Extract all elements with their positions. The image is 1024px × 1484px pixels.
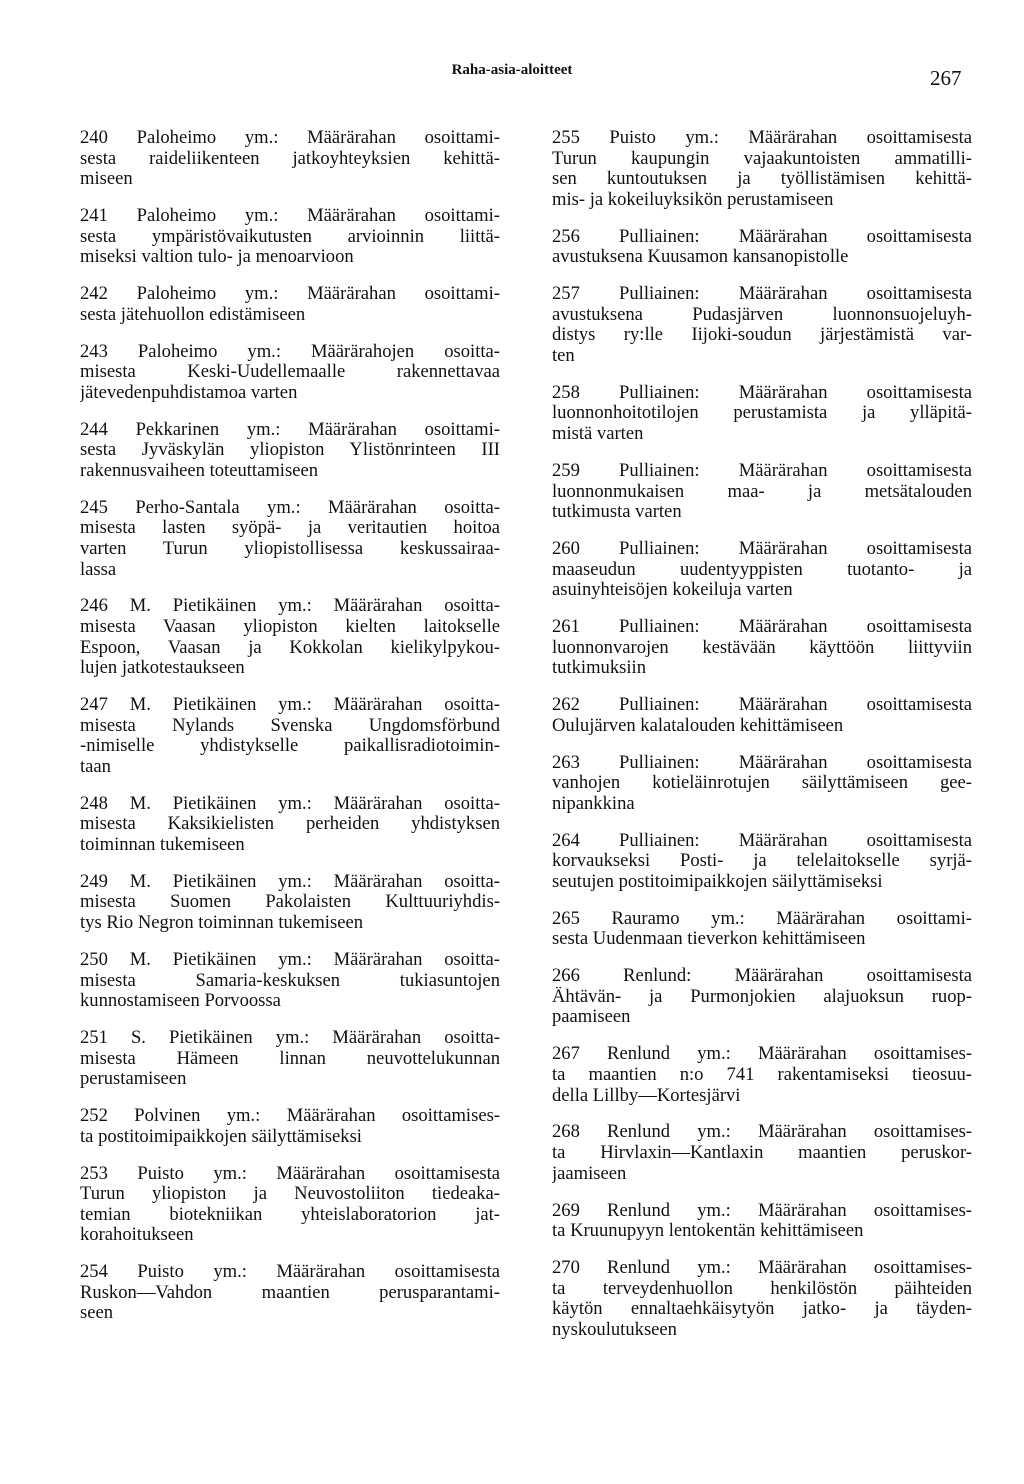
motion-entry	[552, 1122, 972, 1184]
motion-text-line: sesta Uudenmaan tieverkon kehittämiseen	[552, 929, 866, 950]
motion-heading-line: 267 Renlund ym.: Määrärahan osoittamises-	[552, 1044, 972, 1065]
motion-text-line: varten Turun yliopistollisessa keskussairaa-	[80, 538, 500, 559]
motion-entry	[80, 872, 500, 934]
motion-text-line: mis- ja kokeiluyksikön perustamiseen	[552, 189, 834, 210]
motion-entry	[552, 753, 972, 815]
motion-text-line: korahoitukseen	[80, 1225, 194, 1246]
motion-text-line: miseen	[80, 169, 133, 190]
motion-entry	[80, 1262, 500, 1324]
left-column	[80, 128, 500, 1340]
page-number: 267	[930, 66, 962, 90]
motion-text-line: lujen jatkotestaukseen	[80, 658, 245, 679]
motion-entry	[80, 206, 500, 268]
motion-text-line: ta postitoimipaikkojen säilyttämiseksi	[80, 1126, 362, 1147]
motion-text-line: luonnonmukaisen maa- ja metsätalouden	[552, 481, 972, 502]
motion-entry	[80, 1164, 500, 1246]
motion-text-line: misesta Kaksikielisten perheiden yhdistyksen	[80, 814, 500, 835]
motion-text-line: nipankkina	[552, 793, 635, 814]
motion-text-line: Ruskon—Vahdon maantien perusparantami-	[80, 1282, 500, 1303]
motion-heading-line: 263 Pulliainen: Määrärahan osoittamisesta	[552, 752, 972, 773]
motion-text-line: seutujen postitoimipaikkojen säilyttämiseksi	[552, 871, 883, 892]
motion-heading-line: 264 Pulliainen: Määrärahan osoittamisesta	[552, 830, 972, 851]
motion-heading-line: 241 Paloheimo ym.: Määrärahan osoittami-	[80, 206, 500, 227]
motion-text-line: rakennusvaiheen toteuttamiseen	[80, 460, 319, 481]
motion-text-line: ta Hirvlaxin—Kantlaxin maantien peruskor-	[552, 1143, 972, 1164]
motion-entry	[80, 695, 500, 777]
motion-heading-line: 256 Pulliainen: Määrärahan osoittamisesta	[552, 226, 972, 247]
motion-text-line: perustamiseen	[80, 1069, 187, 1090]
motion-entry	[80, 420, 500, 482]
motion-text-line: misesta Nylands Svenska Ungdomsförbund	[80, 715, 500, 736]
motion-text-line: misesta Vaasan yliopiston kielten laitokselle	[80, 617, 500, 638]
motion-heading-line: 249 M. Pietikäinen ym.: Määrärahan osoitta-	[80, 871, 500, 892]
motion-heading-line: 243 Paloheimo ym.: Määrärahojen osoitta-	[80, 341, 500, 362]
motion-text-line: misesta Hämeen linnan neuvottelukunnan	[80, 1048, 500, 1069]
motion-entry	[80, 498, 500, 580]
motion-heading-line: 250 M. Pietikäinen ym.: Määrärahan osoitta-	[80, 949, 500, 970]
motion-heading-line: 255 Puisto ym.: Määrärahan osoittamisesta	[552, 128, 972, 148]
motion-text-line: mistä varten	[552, 424, 644, 445]
right-column	[552, 128, 972, 1357]
motion-entry	[552, 1201, 972, 1242]
motion-heading-line: 262 Pulliainen: Määrärahan osoittamisesta	[552, 695, 972, 716]
motion-text-line: Turun kaupungin vajaakuntoisten ammatilli-	[552, 148, 972, 169]
motion-heading-line: 240 Paloheimo ym.: Määrärahan osoittami-	[80, 128, 500, 148]
motion-entry	[552, 284, 972, 366]
motion-text-line: sesta raideliikenteen jatkoyhteyksien kehittä-	[80, 148, 500, 169]
motion-text-line: jätevedenpuhdistamoa varten	[80, 382, 298, 403]
motion-text-line: misesta Samaria-keskuksen tukiasuntojen	[80, 970, 500, 991]
motion-heading-line: 269 Renlund ym.: Määrärahan osoittamises-	[552, 1200, 972, 1221]
motion-text-line: -nimiselle yhdistykselle paikallisradiotoimin-	[80, 736, 500, 757]
motion-entry	[552, 909, 972, 950]
motion-text-line: misesta Suomen Pakolaisten Kulttuuriyhdis-	[80, 892, 500, 913]
motion-text-line: avustuksena Pudasjärven luonnonsuojeluyh-	[552, 304, 972, 325]
motion-text-line: ten	[552, 345, 575, 366]
motion-entry	[80, 128, 500, 190]
motion-heading-line: 246 M. Pietikäinen ym.: Määrärahan osoitta-	[80, 596, 500, 617]
motion-text-line: sesta jätehuollon edistämiseen	[80, 304, 306, 325]
motion-entry	[552, 227, 972, 268]
motion-entry	[552, 383, 972, 445]
motion-entry	[552, 128, 972, 210]
motion-text-line: nyskoulutukseen	[552, 1319, 677, 1340]
motion-entry	[80, 950, 500, 1012]
motion-heading-line: 258 Pulliainen: Määrärahan osoittamisesta	[552, 382, 972, 403]
motion-text-line: Ähtävän- ja Purmonjokien alajuoksun ruop-	[552, 986, 972, 1007]
motion-text-line: temian biotekniikan yhteislaboratorion jat-	[80, 1204, 500, 1225]
motion-entry	[552, 617, 972, 679]
motion-heading-line: 261 Pulliainen: Määrärahan osoittamisesta	[552, 617, 972, 638]
motion-text-line: misesta lasten syöpä- ja veritautien hoitoa	[80, 518, 500, 539]
motion-text-line: luonnonhoitotilojen perustamista ja ylläpitä-	[552, 403, 972, 424]
motion-text-line: ta Kruunupyyn lentokentän kehittämiseen	[552, 1221, 864, 1242]
motion-heading-line: 252 Polvinen ym.: Määrärahan osoittamises-	[80, 1106, 500, 1127]
motion-entry	[552, 461, 972, 523]
motion-entry	[552, 1044, 972, 1106]
motion-text-line: sen kuntoutuksen ja työllistämisen kehittä-	[552, 169, 972, 190]
motion-text-line: avustuksena Kuusamon kansanopistolle	[552, 247, 849, 268]
motion-entry	[552, 966, 972, 1028]
motion-text-line: tutkimuksiin	[552, 658, 647, 679]
motion-heading-line: 242 Paloheimo ym.: Määrärahan osoittami-	[80, 284, 500, 305]
motion-entry	[80, 342, 500, 404]
motion-heading-line: 248 M. Pietikäinen ym.: Määrärahan osoitta-	[80, 793, 500, 814]
motion-heading-line: 266 Renlund: Määrärahan osoittamisesta	[552, 966, 972, 987]
motion-text-line: maaseudun uudentyyppisten tuotanto- ja	[552, 559, 972, 580]
motion-heading-line: 247 M. Pietikäinen ym.: Määrärahan osoitta-	[80, 695, 500, 716]
motion-heading-line: 253 Puisto ym.: Määrärahan osoittamisesta	[80, 1163, 500, 1184]
motion-entry	[552, 539, 972, 601]
motion-entry	[80, 1106, 500, 1147]
motion-entry	[552, 1258, 972, 1340]
motion-text-line: della Lillby—Kortesjärvi	[552, 1085, 741, 1106]
motion-text-line: toiminnan tukemiseen	[80, 835, 245, 855]
motion-text-line: ta terveydenhuollon henkilöstön päihteiden	[552, 1278, 972, 1299]
motion-text-line: sesta Jyväskylän yliopiston Ylistönrinteen III	[80, 440, 500, 461]
motion-entry	[80, 284, 500, 325]
motion-text-line: paamiseen	[552, 1007, 631, 1028]
motion-text-line: Turun yliopiston ja Neuvostoliiton tiedeaka-	[80, 1184, 500, 1205]
motion-entry	[552, 695, 972, 736]
motion-text-line: sesta ympäristövaikutusten arvioinnin liittä-	[80, 226, 500, 247]
motion-text-line: ta maantien n:o 741 rakentamiseksi tieosuu-	[552, 1064, 972, 1085]
motion-text-line: Oulujärven kalatalouden kehittämiseen	[552, 715, 844, 736]
motion-text-line: käytön ennaltaehkäisytyön jatko- ja täyden-	[552, 1299, 972, 1320]
motion-heading-line: 245 Perho-Santala ym.: Määrärahan osoitta-	[80, 497, 500, 518]
running-title: Raha-asia-aloitteet	[451, 62, 573, 78]
motion-heading-line: 251 S. Pietikäinen ym.: Määrärahan osoitta-	[80, 1028, 500, 1049]
motion-heading-line: 265 Rauramo ym.: Määrärahan osoittami-	[552, 908, 972, 929]
motion-text-line: distys ry:lle Iijoki-soudun järjestämistä var-	[552, 325, 972, 346]
motion-text-line: seen	[80, 1303, 114, 1324]
motion-heading-line: 268 Renlund ym.: Määrärahan osoittamises-	[552, 1122, 972, 1143]
motion-entry	[80, 1028, 500, 1090]
motion-entry	[80, 596, 500, 678]
motion-text-line: jaamiseen	[552, 1163, 627, 1184]
motion-heading-line: 260 Pulliainen: Määrärahan osoittamisesta	[552, 538, 972, 559]
motion-heading-line: 270 Renlund ym.: Määrärahan osoittamises-	[552, 1257, 972, 1278]
motion-text-line: kunnostamiseen Porvoossa	[80, 991, 281, 1012]
motion-text-line: vanhojen kotieläinrotujen säilyttämiseen gee-	[552, 773, 972, 794]
motion-text-line: korvaukseksi Posti- ja telelaitokselle syrjä-	[552, 851, 972, 872]
motion-text-line: luonnonvarojen kestävään käyttöön liittyviin	[552, 637, 972, 658]
motion-text-line: Espoon, Vaasan ja Kokkolan kielikylpykou-	[80, 637, 500, 658]
motion-text-line: misesta Keski-Uudellemaalle rakennettavaa	[80, 362, 500, 383]
motion-entry	[80, 794, 500, 856]
motion-heading-line: 259 Pulliainen: Määrärahan osoittamisesta	[552, 460, 972, 481]
motion-text-line: lassa	[80, 559, 117, 580]
motion-entry	[552, 831, 972, 893]
motion-text-line: tutkimusta varten	[552, 502, 682, 523]
motion-text-line: miseksi valtion tulo- ja menoarvioon	[80, 247, 354, 268]
motion-heading-line: 257 Pulliainen: Määrärahan osoittamisesta	[552, 284, 972, 305]
motion-text-line: tys Rio Negron toiminnan tukemiseen	[80, 913, 364, 934]
motion-text-line: asuinyhteisöjen kokeiluja varten	[552, 580, 793, 601]
motion-text-line: taan	[80, 756, 111, 777]
motion-heading-line: 254 Puisto ym.: Määrärahan osoittamisesta	[80, 1262, 500, 1283]
motion-heading-line: 244 Pekkarinen ym.: Määrärahan osoittami-	[80, 419, 500, 440]
